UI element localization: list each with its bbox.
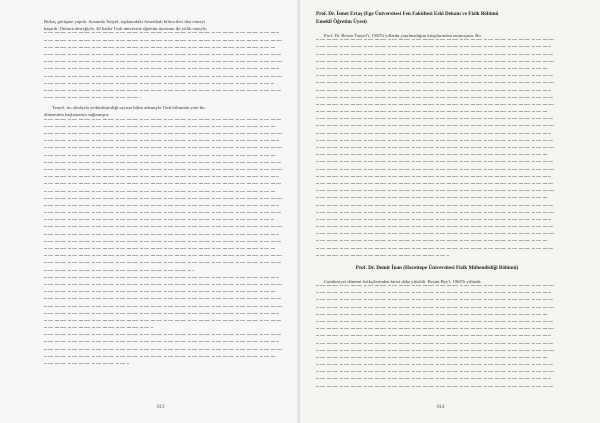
left-paragraph-3 (44, 277, 286, 328)
section-heading: Prof. Dr. Demir İnan (Hacettepe Üniversitesi Fizik Mühendisliği Bölümü) (355, 264, 519, 271)
right-section-1 (316, 10, 558, 256)
text-line: döneminin başlamasını sağlamıştır. (44, 112, 110, 118)
page-number: 613 (157, 405, 165, 410)
left-paragraph-2 (44, 104, 286, 270)
text-line: Cumhuriyet dönemi fizikçilerinden birisi daha yitirildi. Besim Bey'i, 1960'lı yıllarda (324, 278, 481, 284)
page-number: 614 (437, 405, 445, 410)
right-page (300, 0, 600, 423)
text-line: başardı. Onların desteğiyle, 40 kadar Türk üniversite öğretim üyesinin iki yıllık süreyle, (44, 26, 208, 32)
right-section-2 (316, 264, 558, 387)
section-heading: Emekli Öğretim Üyesi) (316, 19, 367, 25)
text-line: Tanyel, bu okuluyla yetkinleştirdiği sayısız bilim adamıyla Türk biliminin yeni bir (52, 105, 205, 111)
left-paragraph-1 (44, 18, 286, 98)
left-paragraph-4 (44, 334, 286, 364)
text-line: Prof. Dr. Besim Tanyel'i, 1950'li yıllarda yanılmadığım kitaplarından tanımıştım. Bu (324, 33, 481, 38)
section-heading: Prof. Dr. İsmet Ertaş (Ege Üniversitesi Fen Fakültesi Eski Dekanı ve Fizik Bölümü (316, 11, 499, 17)
text-line: Birkaç görüşme yaptık. Sonunda Tanyel, toplantıdaki Amerikalı bilimcileri ilna etmeyi (44, 19, 206, 24)
